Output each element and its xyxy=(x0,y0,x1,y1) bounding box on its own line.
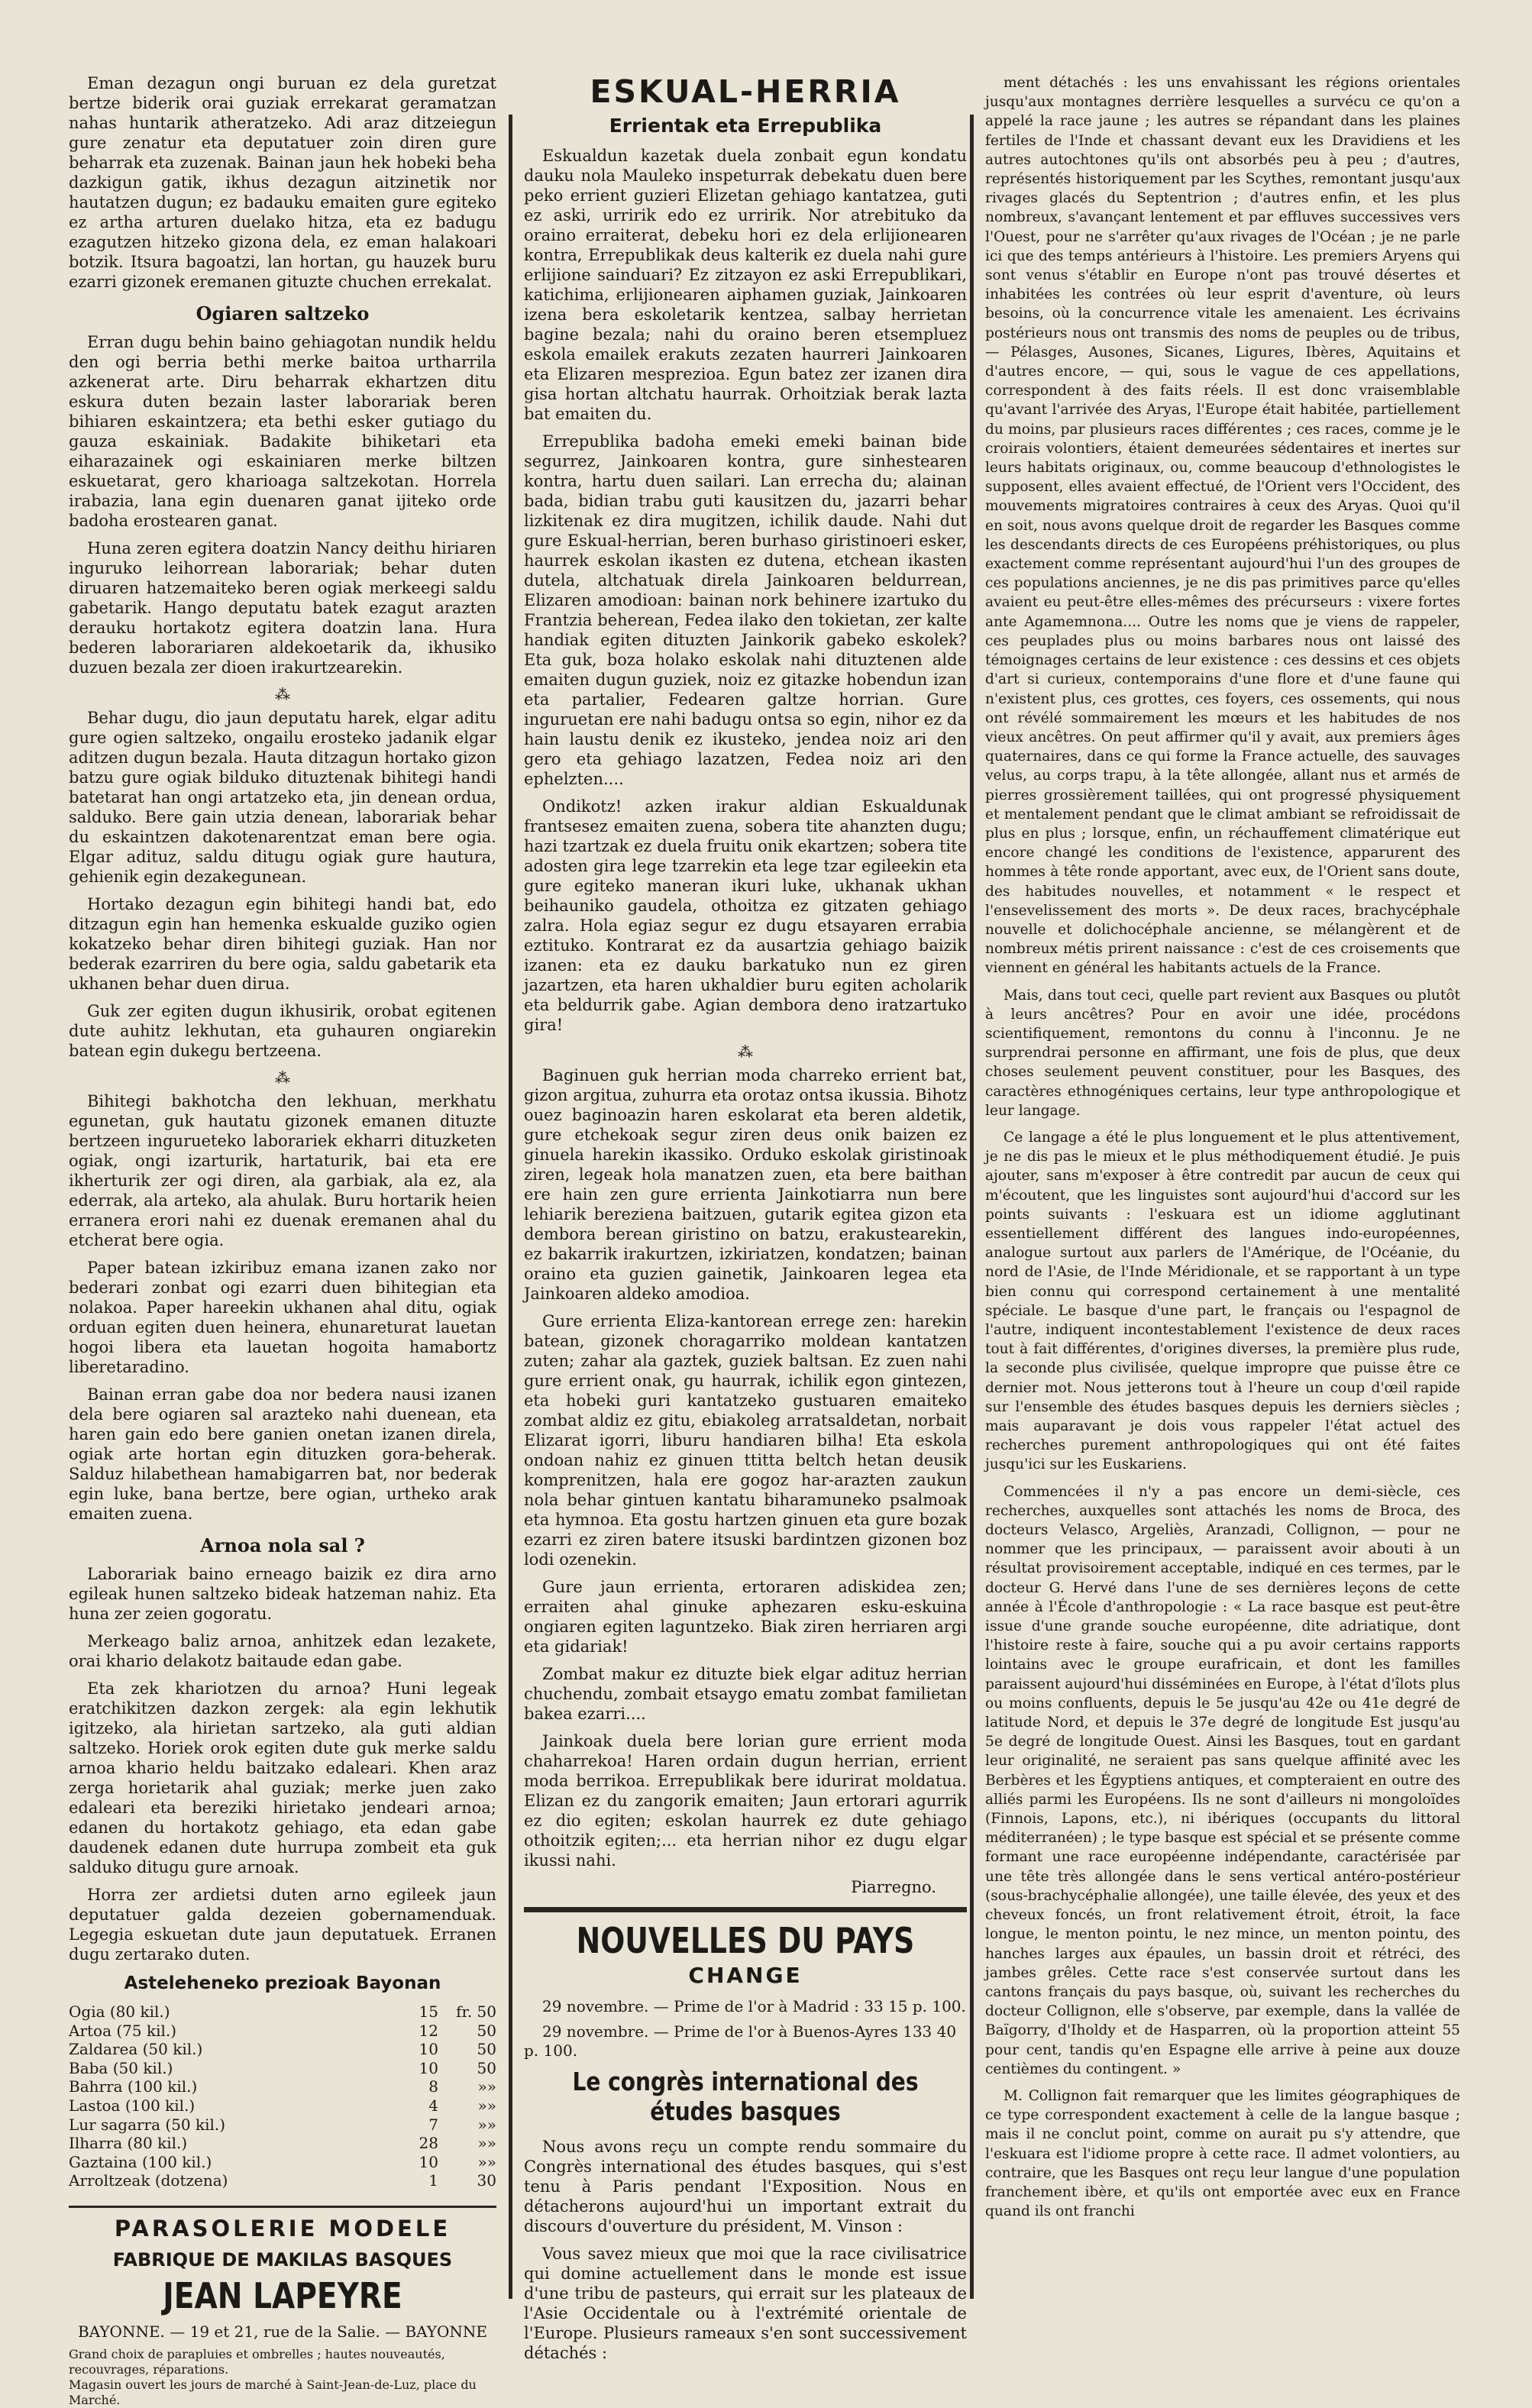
price-cents: »» xyxy=(477,2077,496,2096)
paragraph: Vous savez mieux que moi que la race civilisatrice qui domine actuellement dans le monde est issue d'une tribu de pasteurs, qui errait sur les plateaux de l'Asie Occidentale ou à l'extrémité orientale de l'Europe. Plusieurs rameaux s'en sont successivement détachés : xyxy=(524,2245,967,2362)
price-item: Arroltzeak (dotzena) xyxy=(69,2171,228,2190)
price-list xyxy=(69,1973,496,2190)
ad-address: BAYONNE. — 19 et 21, rue de la Salie. — BAYONNE xyxy=(78,2322,487,2341)
price-cents: 30 xyxy=(477,2171,496,2190)
paragraph: Gure errienta Eliza-kantorean errege zen: harekin batean, gizonek choragarriko moldean kantatzen zuten; zahar ala gaztek, guziek baltsan. Ez zuen nahi gure errient onak, gu haurrak, ichilik egon gintezen, eta hobeki guri kantatzeko gustuaren emaiteko zombat aldiz ez gitu, ebiakoleg arratsaldetan, norbait Elizarat igorri, liburu handiaren bilha! Eta eskola ondoan nahiz ez ginuen ttitta beltch hetan deusik komprenitzen, hala ere gogoz har-arazten zaukun nola behar gintuen kantatu biharamuneko psalmoak eta hymnoa. Eta gostu hartzen ginuen eta gure bozak ezarri ez ziren batere itsuski bardintzen gizonen boz lodi ozenekin. xyxy=(524,1312,967,1569)
section-rule xyxy=(524,1907,967,1912)
price-cents: 50 xyxy=(477,2058,496,2077)
price-cents: 50 xyxy=(477,2040,496,2059)
paragraph: Huna zeren egitera doatzin Nancy deithu hiriaren inguruko leihorrean laborariak; behar duten diruaren hatzemaiteko beren ogiak merkeegi saldu gabetarik. Hango deputatu batek ezagut arazten derauku hortakotz egitera doatzin lana. Hura bederen laborariaren aldekoetarik da, ikhusiko duzuen bezala zer dioen irakurtzearekin. xyxy=(69,539,496,677)
paragraph: Errepublika badoha emeki emeki bainan bide segurrez, Jainkoaren kontra, gure sinhestearen kontra, hartu duen sailari. Lan errecha du; alainan bada, bidian trabu guti kausitzen du, jazarri behar lizkitenak ez dira mugitzen, ichilik daude. Nahi dut gure Eskual-herrian, beren burhaso giristinoeri esker, haurrek eskolan ikasten ez dutena, etchean ikasten dutela, altchatuak direla Jainkoaren beldurrean, Elizaren amodioan: bainan nork behinere izartuko du Frantzia beherean, Fedea ilako den tokietan, zer kalte handiak egiten dituzten Jainkorik gabeko eskolek? Eta guk, boza holako eskolak nahi dituztenen alde emaiten dugun guziek, noiz ez gitazke hobendun izan eta partalier, Fedearen galtze horrian. Gure inguruetan ere nahi badugu ontsa so egin, nihor ez da hain laustu denik ez ikusteko, jendea noiz ari den gero eta gehiago lazatzen, Fedea noiz ari den ephelzten.... xyxy=(524,432,967,788)
paragraph: Jainkoak duela bere lorian gure errient moda chaharrekoa! Haren ordain dugun herrian, errient moda berrikoa. Errepublikak bere idurirat moldatua. Elizan ez du zangorik emaiten; Jaun ertorari agurrik ez dio egiten; eskolan haurrek ez dute gehiago othoitzik egiten;... eta herrian nihor ez dugu elgar ikussi nahi. xyxy=(524,1732,967,1870)
section-heading: Arnoa nola sal ? xyxy=(200,1534,365,1556)
price-value: 10 xyxy=(419,2152,438,2171)
price-value: 7 xyxy=(428,2115,438,2134)
paragraph: Hortako dezagun egin bihitegi handi bat, edo ditzagun egin han hemenka eskualde guziko ogien kokatzeko behar diren bihitegi guziak. Han nor bederak ezarriren du bere ogia, saldu gabetarik eta ukhanen behar duen dirua. xyxy=(69,895,496,993)
paragraph: ment détachés : les uns envahissant les régions orientales jusqu'aux montagnes derrière lesquelles a survécu ce qu'on a appelé la race jaune ; les autres se répandant dans les plaines fertiles de l'Inde et chassant devant eux les Dravidiens et les autres autochtones qu'ils ont absorbés peu à peu ; d'autres, représentés historiquement par les Scythes, remontant jusqu'aux rivages glacés du Septentrion ; d'autres enfin, et les plus nombreux, s'avançant lentement et par effluves successives vers l'Ouest, pour ne s'arrêter qu'aux rivages de l'Océan ; je ne parle ici que des temps antérieurs à l'histoire. Les premiers Aryens qui sont venus s'établir en Europe n'ont pas trouvé désertes et inhabitées les contrées où leur esprit d'aventure, où leurs besoins, où la concurrence vitale les amenaient. Les écrivains postérieurs nous ont transmis des noms de peuples ou de tribus, — Pélasges, Ausones, Sicanes, Ligures, Ibères, Aquitains et d'autres encore, — qui, sous le vague de ces appellations, correspondent à des faits réels. Il est donc vraisemblable qu'avant l'arrivée des Aryas, l'Europe était habitée, partiellement du moins, par plusieurs races différentes ; ces races, comme je le croirais volontiers, étaient demeurées sédentaires et inertes sur leurs habitats originaux, ou, comme beaucoup d'ethnologistes le supposent, elles avaient effectué, de l'Orient vers l'Occident, des mouvements migratoires contraires à ceux des Aryas. Quoi qu'il en soit, nous avons quelque droit de regarder les Basques comme les descendants directs de ces Européens préhistoriques, ou plus exactement comme représentant aujourd'hui l'un des groupes de ces populations anciennes, je ne dis pas primitives parce qu'elles avaient eu peut-être elles-mêmes des précurseurs : vixere fortes ante Agamemnona.... Outre les noms que je viens de rappeler, ces peuplades plus ou moins barbares nous ont laissé des témoignages certains de leur existence : ces dessins et ces objets d'art si curieux, contemporains d'une flore et d'une faune qui n'existent plus, ces grottes, ces foyers, ces ossements, qui nous ont révélé sommairement les mœurs et les habitudes de nos vieux ancêtres. On peut affirmer qu'il y avait, aux premiers âges quaternaires, dans ce qui forme la France actuelle, des sauvages velus, au corps trapu, à la tête allongée, allant nus et armés de pierres grossièrement taillées, qui ont progressé physiquement et mentalement pendant que le climat ambiant se refroidissait de plus en plus ; lorsque, enfin, un réchauffement climatérique eut encore changé les conditions de l'existence, apparurent des hommes à tête ronde apportant, avec eux, de l'Orient sans doute, des habitudes nouvelles, et notamment « le respect et l'ensevelissement des morts ». De deux races, brachycéphale nouvelle et dolichocéphale ancienne, se mélangèrent et de nombreux métis prirent naissance : c'est de ces croisements que viennent en général les habitants actuels de la France. xyxy=(985,75,1460,977)
price-row xyxy=(69,2134,496,2153)
article-title: Le congrès international des études basques xyxy=(572,2067,919,2126)
price-row xyxy=(69,2002,496,2022)
paragraph: M. Collignon fait remarquer que les limites géographiques de ce type correspondent exactement à celle de la langue basque ; mais il ne conclut point, comme on aurait pu s'y attendre, que l'eskuara est l'idiome propre à cette race. Il admet volontiers, au contraire, que les Basques ont reçu leur langue d'une population franchement ibère, et qu'ils ont emportée avec eux en France quand ils ont franchi xyxy=(985,2087,1460,2220)
price-value: 4 xyxy=(428,2096,438,2115)
price-item: Baba (50 kil.) xyxy=(69,2058,173,2077)
price-value: 1 xyxy=(428,2171,438,2190)
paragraph: Gure jaun errienta, ertoraren adiskidea zen; erraiten ahal ginuke aphezaren esku-eskuina ongiaren egiten laguntzeko. Biak ziren herriaren argi eta gidariak! xyxy=(524,1578,967,1656)
paragraph: Mais, dans tout ceci, quelle part revient aux Basques ou plutôt à leurs ancêtres? Pour en avoir une idée, procédons scientifiquement, remontons du connu à l'inconnu. Je ne surprendrai personne en affirmant, une fois de plus, que deux choses seulement peuvent constituer, pour les Basques, des caractères ethnogéniques certains, leur type anthropologique et leur langage. xyxy=(985,987,1460,1119)
asterism-divider: ⁂ xyxy=(275,1068,290,1087)
paragraph: Zombat makur ez dituzte biek elgar adituz herrian chuchendu, zombait etsaygo ematu zombat familietan bakea ezarri.... xyxy=(524,1665,967,1723)
section-subtitle: CHANGE xyxy=(688,1963,803,1988)
column-center xyxy=(524,73,967,2362)
price-list-title: Asteleheneko prezioak Bayonan xyxy=(124,1973,441,1993)
column-rule xyxy=(509,115,512,2299)
ad-merchant-name: JEAN LAPEYRE xyxy=(163,2274,402,2316)
advertisement xyxy=(69,2206,496,2408)
paragraph: Ondikotz! azken irakur aldian Eskualdunak frantsesez emaiten zuena, sobera tite ahanzten dugu; hazi tzartzak ez duela fruitu onik ekartzen; sobera tite adosten gira lege tzarrekin eta lege tzar egileekin eta gure egiteko maneran ikuri luke, ukhanak ukhan beihauniko gaudela, othoitza ez gitzaten gehiago zalra. Hola egiaz segur ez dugu etsayaren errabia eztituko. Kontrarat ez da ausartzia gehiago baizik izanen: eta ez dauku barkatuko nun ez giren jazartzen, eta haren ukhaldier buru egiten acholarik eta beldurrik gabe. Agian dembora deno iratzartuko gira! xyxy=(524,797,967,1034)
price-value: 8 xyxy=(428,2077,438,2096)
price-row xyxy=(69,2115,496,2135)
author-signature: Piarregno. xyxy=(851,1878,936,1896)
exchange-rate-entry: 29 novembre. — Prime de l'or à Buenos-Ayres 133 40 p. 100. xyxy=(524,2022,957,2060)
ad-description: Magasin ouvert les jours de marché à Saint-Jean-de-Luz, place du Marché. xyxy=(69,2377,477,2407)
exchange-rate-entry: 29 novembre. — Prime de l'or à Madrid : 33 15 p. 100. xyxy=(542,1997,966,2015)
price-row xyxy=(69,2096,496,2115)
section-title: NOUVELLES DU PAYS xyxy=(576,1920,915,1961)
price-row xyxy=(69,2022,496,2041)
paragraph: Guk zer egiten dugun ikhusirik, orobat egitenen dute auhitz lekhutan, eta guhauren ongiarekin batean egin dukegu bertzeena. xyxy=(69,1002,496,1060)
paragraph: Horra zer ardietsi duten arno egileek jaun deputatuer galda dezeien gobernamenduak. Legegia eskuetan dute jaun deputatuek. Erranen dugu zertarako duten. xyxy=(69,1886,496,1964)
price-value: 28 xyxy=(419,2134,438,2153)
paragraph: Ce langage a été le plus longuement et le plus attentivement, je ne dis pas le mieux et le plus méthodiquement étudié. Je puis ajouter, sans m'exposer à être contredit par aucun de ceux qui m'écoutent, que les linguistes sont aujourd'hui d'accord sur les points suivants : l'eskuara est un idiome agglutinant essentiellement différent des langues indo-européennes, analogue surtout aux parlers de l'Amérique, de l'Océanie, du nord de l'Asie, de l'Inde Méridionale, et se rapportant à un type bien connu qui correspond certainement à une mentalité spéciale. Le basque d'une part, le français ou l'espagnol de l'autre, indiquent incontestablement l'existence de deux races tout à fait différentes, d'origines diverses, la première plus rude, la seconde plus civilisée, quelque impropre que puisse être ce dernier mot. Nous jetterons tout à l'heure un coup d'œil rapide sur l'ensemble des études basques depuis les derniers siècles ; mais auparavant je dois vous rappeler l'état actuel des recherches purement anthropologiques qui ont été faites jusqu'ici sur les Euskariens. xyxy=(985,1129,1460,1473)
column-left xyxy=(69,73,496,2407)
price-item: Lastoa (100 kil.) xyxy=(69,2096,196,2115)
price-row xyxy=(69,2040,496,2059)
price-value: 10 xyxy=(419,2058,438,2077)
price-cents: »» xyxy=(477,2152,496,2171)
article-title: ESKUAL-HERRIA xyxy=(590,73,901,110)
price-value: 10 xyxy=(419,2040,438,2059)
ad-heading: PARASOLERIE MODELE xyxy=(114,2215,451,2242)
asterism-divider: ⁂ xyxy=(738,1042,753,1061)
price-item: Bahrra (100 kil.) xyxy=(69,2077,198,2096)
price-row xyxy=(69,2171,496,2190)
price-row xyxy=(69,2153,496,2172)
paragraph: Erran dugu behin baino gehiagotan nundik heldu den ogi berria bethi merke baitoa urtharrila azkenerat arte. Diru beharrak ekhartzen ditu eskura duten bezain laster laborariak beren bihiaren eskaintzera; eta bethi esker gutiago du gauza eskainiak. Badakite bihiketari eta eiharazainek ogi eskainiaren merke biltzen eskuetarat, gero kharioaga saltzekotan. Horrela irabazia, lana egin duenaren ganat ijiteko orde badoha erostearen ganat. xyxy=(69,333,496,530)
price-item: Ilharra (80 kil.) xyxy=(69,2134,188,2153)
asterism-divider: ⁂ xyxy=(275,685,290,703)
paragraph: Laborariak baino erneago baizik ez dira arno egileak hunen saltzeko bideak hatzeman nahiz. Eta huna zer zeien gogoratu. xyxy=(69,1565,496,1623)
ad-subheading: FABRIQUE DE MAKILAS BASQUES xyxy=(112,2248,453,2271)
price-row xyxy=(69,2077,496,2096)
price-item: Lur sagarra (50 kil.) xyxy=(69,2115,226,2134)
price-cents: »» xyxy=(477,2115,496,2134)
paragraph: Eskualdun kazetak duela zonbait egun kondatu dauku nola Mauleko inspeturrak debekatu duen bere peko errient guzieri Elizetan gehiago kantatzea, guti ez aski, urririk edo ez urririk. Nor atrebituko da oraino erraiterat, debeku hori ez dela erlijionearen kontra, Errepublikak deus kalterik ez duela nahi gure erlijione sainduari? Ez zitzayon ez aski Errepublikari, katichima, erlijionearen aiphamen guziak, Jainkoaren izena bera eskoletarik kentzea, salbay herrietan bagine bezala; nahi du oraino beren etsempluez eskola emailek erakuts zezaten haurreri Jainkoaren eta Elizaren mesprezioa. Egun batez zer izanen dira gisa hortan altchatu haurrak. Orhoitziak berak lazta bat emaiten du. xyxy=(524,147,967,423)
column-rule xyxy=(970,115,974,2299)
price-value: 15 xyxy=(419,2002,438,2021)
paragraph: Eta zek khariotzen du arnoa? Huni legeak eratchikitzen dazkon zergek: ala egin lekhutik igitzeko, ala hirietan sartzeko, ala guti aldian saltzeko. Horiek orok egiten dute guk merke saldu arnoa khario heldu baitzako edaleari. Khen araz zerga horietarik ahal guziak; merke juen zako edaleari eta bereziki hirietako jendeari arnoa; edanen du hortakotz gehiago, eta edan gabe daudenek edanen dute hurrupa zombeit eta guk salduko ditugu gure arnoak. xyxy=(69,1679,496,1876)
price-cents: »» xyxy=(477,2134,496,2153)
price-row xyxy=(69,2059,496,2078)
paragraph: Nous avons reçu un compte rendu sommaire du Congrès international des études basques, qui s'est tenu à Paris pendant l'Exposition. Nous en détacherons aujourd'hui un important extrait du discours d'ouverture du président, M. Vinson : xyxy=(524,2138,967,2235)
price-cents: »» xyxy=(477,2096,496,2115)
article-subtitle: Errientak eta Errepublika xyxy=(609,115,882,137)
price-item: Gaztaina (100 kil.) xyxy=(69,2152,212,2171)
paragraph: Behar dugu, dio jaun deputatu harek, elgar aditu gure ogien saltzeko, ongailu erosteko jadanik elgar aditzen dugun bezala. Hauta ditzagun hortako gizon batzu gure ogiak bilduko dituztenak bihitegi handi batetarat han ongi artatzeko eta, jin denean ordua, salduko. Bere gain utzia denean, laborariak behar du eskaintzen dakotenarentzat eman bere ogia. Elgar adituz, saldu ditugu ogiak gure hautura, gehienik egin dezakegunean. xyxy=(69,709,496,886)
paragraph: Bihitegi bakhotcha den lekhuan, merkhatu egunetan, guk hautatu gizonek emanen dituzte bertzeen ingurueteko laborariek ekharri dituzketen ogiak, ongi izarturik, hartaturik, bai eta ere ikherturik zer ogi diren, ala garbiak, ala ez, ala ederrak, ala arteko, ala ahulak. Buru hortarik heien erranera erori nahi ez duenak eremanen ahal du etcherat bere ogia. xyxy=(69,1092,496,1249)
section-heading: Ogiaren saltzeko xyxy=(196,302,370,325)
price-item: Artoa (75 kil.) xyxy=(69,2021,177,2040)
paragraph: Paper batean izkiribuz emana izanen zako nor bederari zonbat ogi ezarri duen bihitegian eta nolakoa. Paper hareekin ukhanen ahal ditu, ogiak orduan egiten duen heinera, ehunareturat lauetan hogoi libera eta lauetan hogoita hamabortz liberetaradino. xyxy=(69,1259,496,1376)
column-right xyxy=(985,73,1460,2357)
paragraph: Merkeago baliz arnoa, anhitzek edan lezakete, orai khario delakotz baitaude edan gabe. xyxy=(69,1632,496,1670)
paragraph: Bainan erran gabe doa nor bedera nausi izanen dela bere ogiaren sal arazteko nahi duenean, eta haren gain edo bere ganien onetan izanen direla, ogiak arte hortan egin dituzken gora-beherak. Salduz hilabethean hamabigarren bat, nor bederak egin luke, bana bertze, bere ogian, urtheko arak emaiten zuena. xyxy=(69,1385,496,1523)
price-item: Ogia (80 kil.) xyxy=(69,2002,170,2021)
price-value: 12 xyxy=(419,2021,438,2040)
paragraph: Baginuen guk herrian moda charreko errient bat, gizon argitua, zuhurra eta orotaz ontsa ikussia. Bihotz ouez baginoazin haren eskolarat eta beren aldetik, gure etchekoak segur ziren deus onik baizen ez ginuela harekin ikassiko. Orduko eskolak giristinoak ziren, legeak hola manatzen zuen, eta bere baithan ere hain zen gure errienta Jainkotiarra nun bere lehiarik bereziena baitzuen, gutarik egitea gizon eta dembora berean giristino on batzu, erakustearekin, ez bakarrik irakurtzen, izkiriatzen, kondatzen; bainan oraino eta guzien gainetik, Jainkoaren legea eta Jainkoaren aldeko amodioa. xyxy=(524,1066,967,1303)
paragraph: Commencées il n'y a pas encore un demi-siècle, ces recherches, auxquelles sont attachés les noms de Broca, des docteurs Velasco, Argeliès, Aranzadi, Collignon, — pour ne nommer que les principaux, — paraissent avoir abouti à un résultat provisoirement acceptable, indiqué en ces termes, par le docteur G. Hervé dans l'une de ses dernières leçons de cette année à l'École d'anthropologie : « La race basque est peut-être issue d'une grande souche européenne, dite adriatique, dont l'histoire reste à faire, souche qui a pu avoir certains rapports lointains avec le groupe eurafricain, et dont les familles paraissent aujourd'hui disséminées en Europe, à l'état d'îlots plus ou moins confluents, depuis le 5e jusqu'au 42e ou 41e degré de latitude Nord, et depuis le 37e degré de longitude Est jusqu'au 5e degré de longitude Ouest. Ainsi les Basques, tout en gardant leur originalité, ne seraient pas sans quelque affinité avec les Berbères et les Égyptiens antiques, et compteraient en outre des alliés parmi les Européens. Ils ne sont d'ailleurs ni mongoloïdes (Finnois, Lapons, etc.), ni ibériques (occupants du littoral méditerranéen) ; le type basque est spécial et se présente comme formant une race européenne indépendante, caractérisée par une tête très allongée dans le sens vertical antéro-postérieur (sous-brachycéphalie allongée), une taille élevée, des yeux et des cheveux foncés, un front relativement étroit, étroit, la face longue, le menton pointu, le nez mince, un menton pointu, des hanches larges aux épaules, un bassin droit et rétréci, des jambes grêles. Cette race s'est conservée surtout dans les cantons français du pays basque, où, suivant les recherches du docteur Collignon, elle s'observe, par exemple, dans la vallée de Baïgorry, d'Iholdy et de Hasparren, où la proportion atteint 55 pour cent, tandis qu'en Espagne elle arrive à peine aux douze centièmes du contingent. » xyxy=(985,1483,1460,2077)
price-cents: 50 xyxy=(477,2021,496,2040)
price-item: Zaldarea (50 kil.) xyxy=(69,2040,203,2059)
ad-description: Grand choix de parapluies et ombrelles ; hautes nouveautés, recouvrages, réparations. xyxy=(69,2346,445,2377)
paragraph: Eman dezagun ongi buruan ez dela guretzat bertze biderik orai guziak errekarat geramatzan nahas huntarik atheratzeko. Adi araz ditzeiegun gure zenatur eta deputatuer zoin diren gure beharrak eta zuzenak. Bainan jaun hek hobeki beha dazkigun gatik, ikhus dezagun aitzinetik nor hautatzen dugun; ez badauku emaiten gure egiteko ez artha arturen duelako hitza, eta ez badugu ezagutzen hitzeko gizona dela, ez eman halakoari botzik. Itsura bagoatzi, lan hortan, gu hauzek buru ezarri gizonek eremanen gituzte chuchen errekalat. xyxy=(69,74,496,291)
price-cents: fr. 50 xyxy=(456,2002,496,2021)
